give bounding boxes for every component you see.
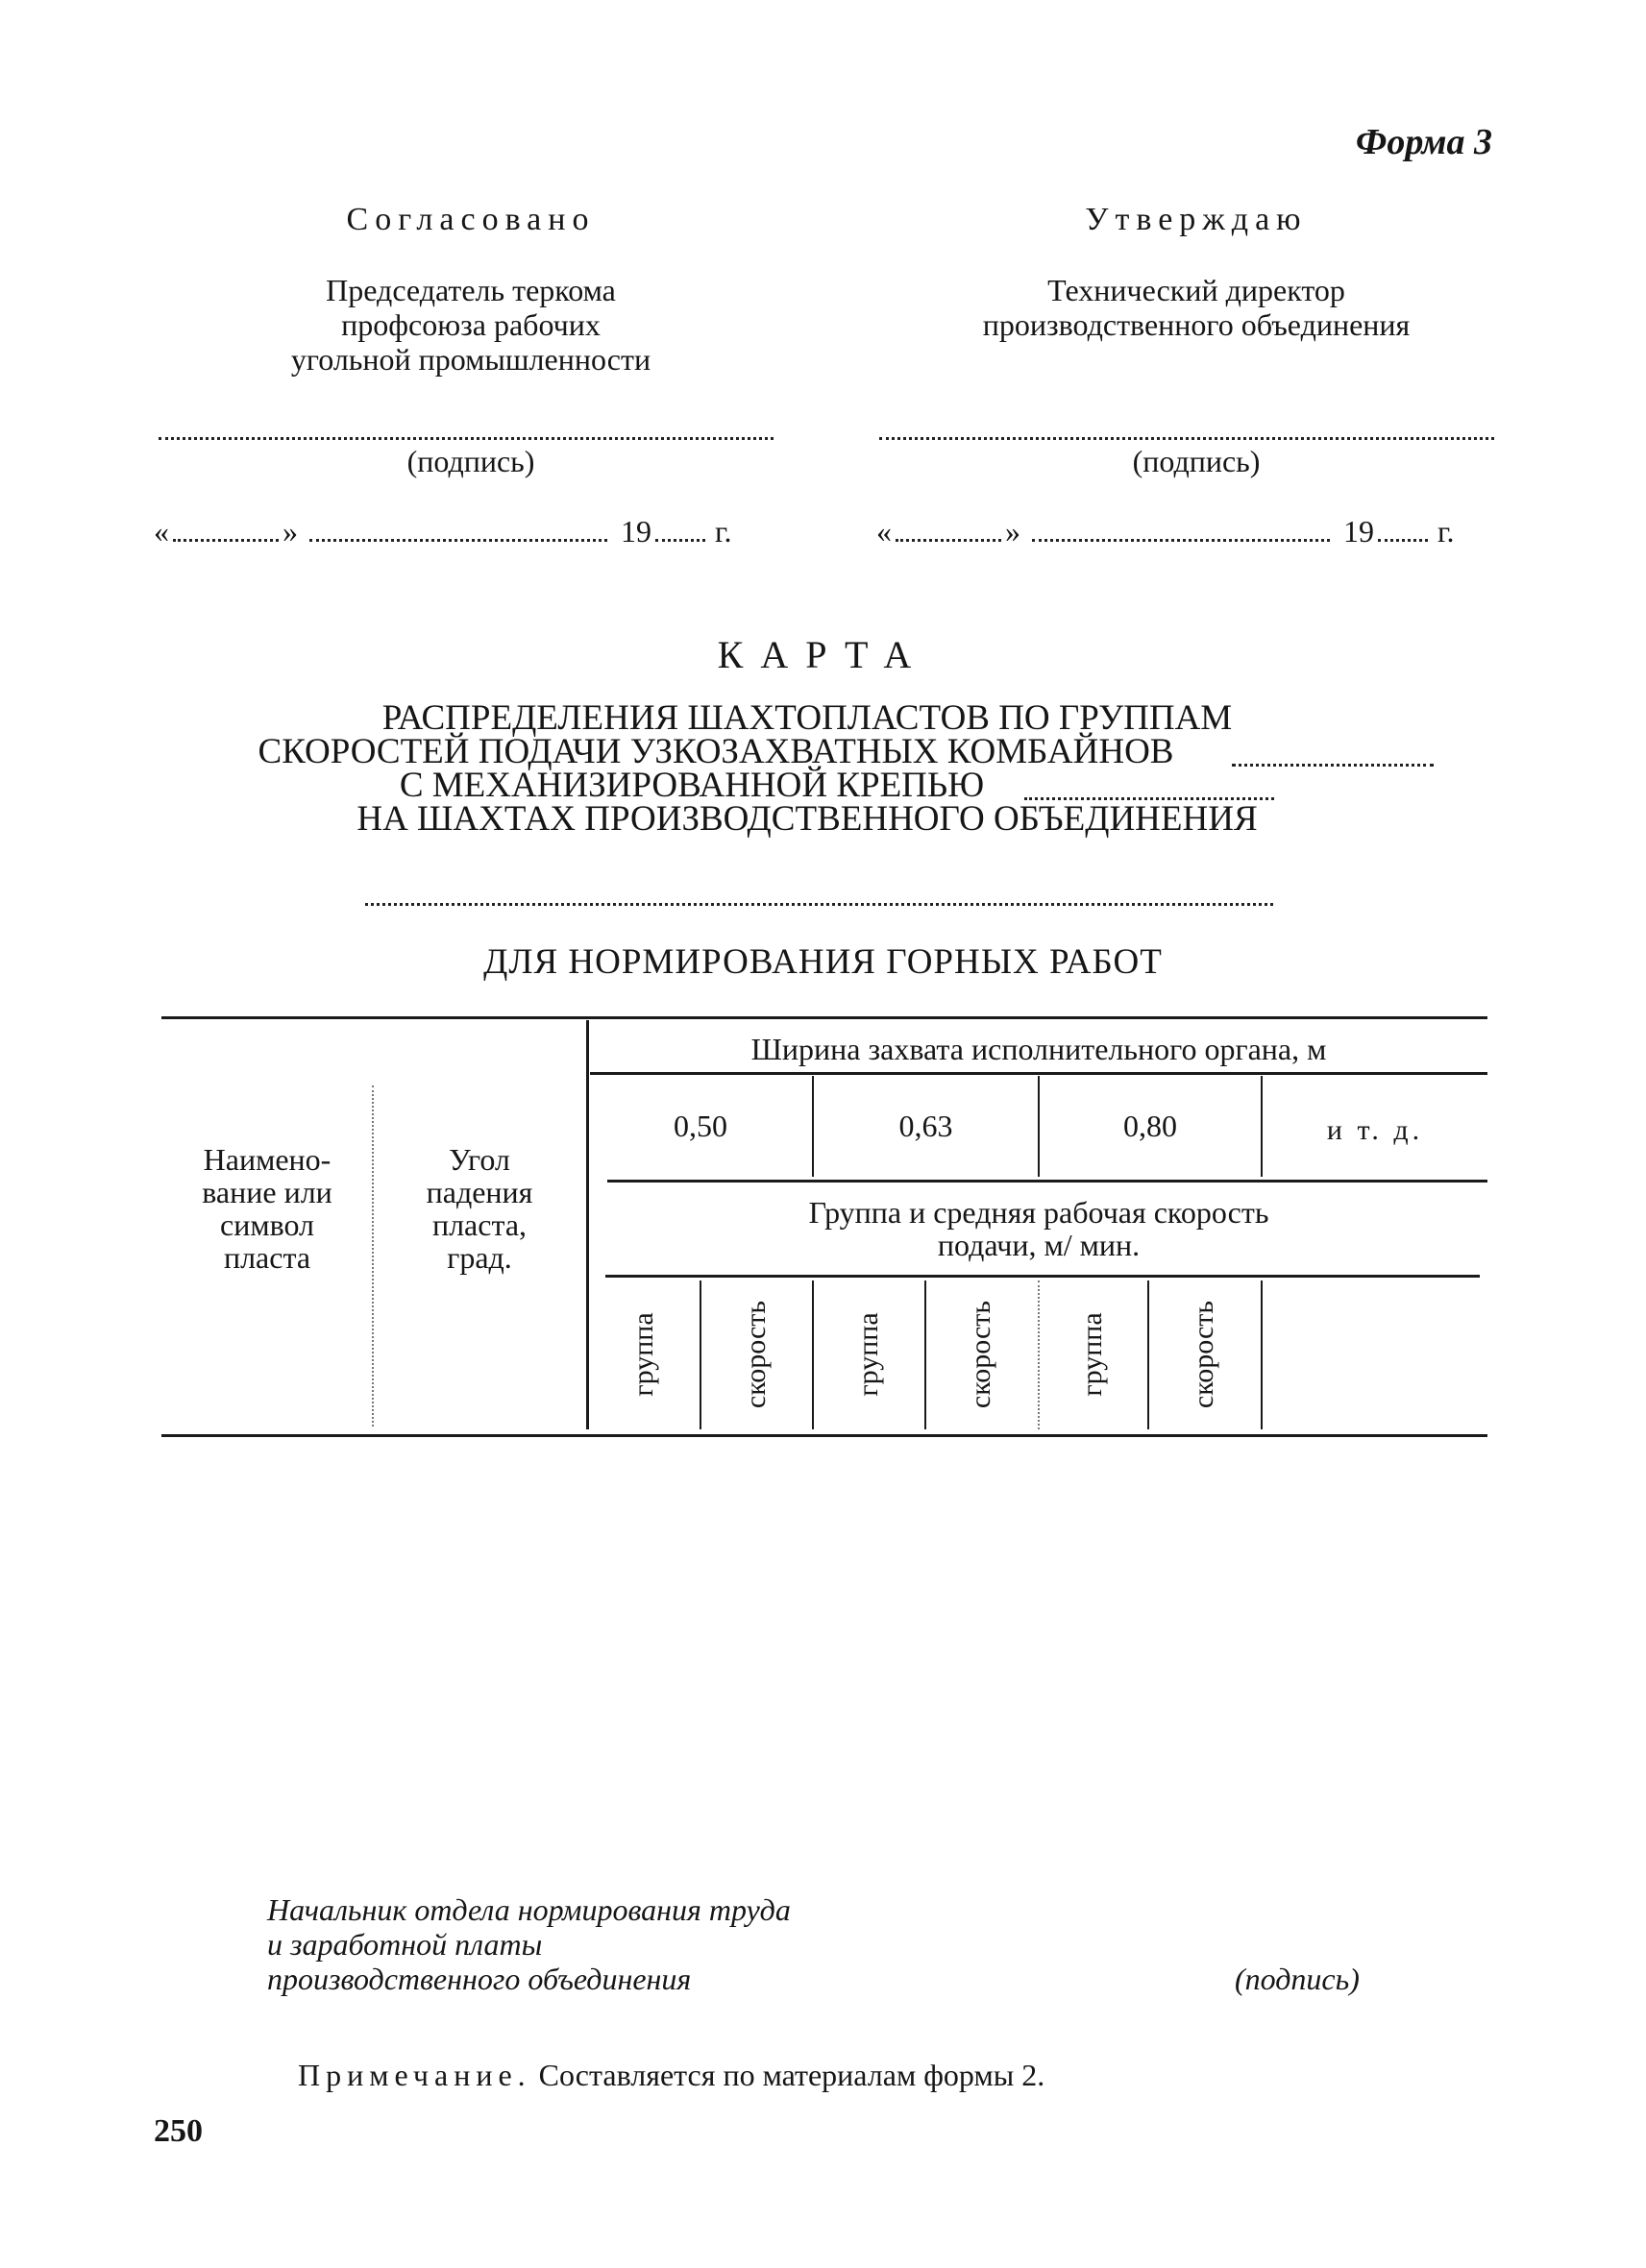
approve-date-year-field[interactable] bbox=[1378, 539, 1428, 542]
title-line-2: СКОРОСТЕЙ ПОДАЧИ УЗКОЗАХВАТНЫХ КОМБАЙНОВ bbox=[258, 732, 1174, 771]
sub-divider-5 bbox=[1147, 1280, 1149, 1429]
agreed-role-line-1: Председатель теркома bbox=[326, 273, 616, 307]
approve-signature-caption: (подпись) bbox=[1132, 444, 1261, 478]
width-0-63: 0,63 bbox=[898, 1109, 953, 1143]
approve-role bbox=[879, 273, 1513, 342]
note-text: Составляется по материалам формы 2. bbox=[538, 2058, 1045, 2092]
association-name-field[interactable] bbox=[365, 903, 1273, 906]
sub-col-group-2: группа bbox=[852, 1312, 884, 1397]
width-0-50: 0,50 bbox=[674, 1109, 727, 1143]
width-0-80: 0,80 bbox=[1123, 1109, 1177, 1143]
combine-type-field[interactable] bbox=[1232, 764, 1434, 767]
approve-date-day-field[interactable] bbox=[896, 539, 1001, 542]
title-line-4: НА ШАХТАХ ПРОИЗВОДСТВЕННОГО ОБЪЕДИНЕНИЯ bbox=[356, 799, 1258, 839]
header-dip-angle: Угол падения пласта, град. bbox=[426, 1142, 533, 1275]
approve-role-line-1: Технический директор bbox=[1047, 273, 1345, 307]
table-divider-angle bbox=[586, 1020, 589, 1429]
sub-col-speed-2: скорость bbox=[965, 1300, 996, 1409]
form-label: Форма 3 bbox=[1356, 122, 1492, 162]
sub-divider-3 bbox=[924, 1280, 926, 1429]
agreed-date-day-field[interactable] bbox=[173, 539, 279, 542]
header-seam-name: Наимено- вание или символ пласта bbox=[202, 1142, 332, 1275]
title-purpose: ДЛЯ НОРМИРОВАНИЯ ГОРНЫХ РАБОТ bbox=[483, 942, 1163, 982]
header-cutting-width: Ширина захвата исполнительного органа, м bbox=[750, 1032, 1327, 1066]
agreed-date-year-suffix: г. bbox=[715, 514, 732, 549]
sub-divider-6 bbox=[1261, 1280, 1263, 1429]
document-title: КАРТА bbox=[717, 633, 929, 676]
title-line-3: С МЕХАНИЗИРОВАННОЙ КРЕПЬЮ bbox=[399, 766, 985, 805]
signer-signature-caption[interactable]: (подпись) bbox=[1235, 1962, 1360, 1996]
approve-heading: Утверждаю bbox=[1085, 202, 1308, 237]
sub-col-group-1: группа bbox=[627, 1312, 659, 1397]
group-header-top-rule bbox=[607, 1180, 1487, 1183]
approve-date-year-prefix: 19 bbox=[1343, 514, 1374, 549]
sub-divider-2 bbox=[812, 1280, 814, 1429]
sub-col-speed-3: скорость bbox=[1188, 1300, 1219, 1409]
approve-role-line-2: производственного объединения bbox=[982, 307, 1411, 342]
note bbox=[298, 2058, 1044, 2093]
width-header-rule bbox=[590, 1072, 1487, 1075]
table-divider-name bbox=[372, 1085, 374, 1427]
signer-line-1: Начальник отдела нормирования труда bbox=[267, 1892, 791, 1927]
agreed-heading: Согласовано bbox=[346, 202, 596, 237]
sub-divider-4 bbox=[1038, 1280, 1040, 1429]
table-top-rule bbox=[161, 1016, 1487, 1019]
width-etc: и т. д. bbox=[1326, 1114, 1424, 1146]
table-bottom-rule bbox=[161, 1434, 1487, 1437]
approve-signature-line[interactable] bbox=[879, 437, 1494, 440]
header-group-speed: Группа и средняя рабочая скорость подачи, м/ мин. bbox=[808, 1195, 1269, 1262]
approve-date-month-field[interactable] bbox=[1032, 539, 1330, 542]
signer-line-3: производственного объединения bbox=[267, 1962, 692, 1996]
agreed-role bbox=[154, 273, 788, 377]
agreed-date-close-quote: » bbox=[283, 514, 298, 549]
agreed-signature-caption: (подпись) bbox=[406, 444, 535, 478]
agreed-date-month-field[interactable] bbox=[309, 539, 607, 542]
agreed-date-year-prefix: 19 bbox=[621, 514, 651, 549]
signer-line-2: и заработной платы bbox=[267, 1927, 543, 1962]
page-number: 250 bbox=[154, 2113, 203, 2149]
agreed-date-line bbox=[154, 514, 732, 549]
sub-col-speed-1: скорость bbox=[740, 1300, 772, 1409]
title-line-1: РАСПРЕДЕЛЕНИЯ ШАХТОПЛАСТОВ ПО ГРУППАМ bbox=[381, 698, 1233, 738]
signer-block bbox=[267, 1892, 791, 1996]
approve-date-line bbox=[876, 514, 1455, 549]
note-label: Примечание. bbox=[298, 2058, 531, 2092]
agreed-date-year-field[interactable] bbox=[655, 539, 705, 542]
sub-col-group-3: группа bbox=[1076, 1312, 1108, 1397]
agreed-signature-line[interactable] bbox=[159, 437, 774, 440]
approve-date-year-suffix: г. bbox=[1437, 514, 1455, 549]
sub-divider-1 bbox=[700, 1280, 701, 1429]
agreed-role-line-2: профсоюза рабочих bbox=[341, 307, 601, 342]
agreed-date-open-quote: « bbox=[154, 514, 169, 549]
group-header-bottom-rule bbox=[605, 1275, 1480, 1278]
approve-date-open-quote: « bbox=[876, 514, 892, 549]
approve-date-close-quote: » bbox=[1005, 514, 1020, 549]
agreed-role-line-3: угольной промышленности bbox=[290, 342, 651, 377]
